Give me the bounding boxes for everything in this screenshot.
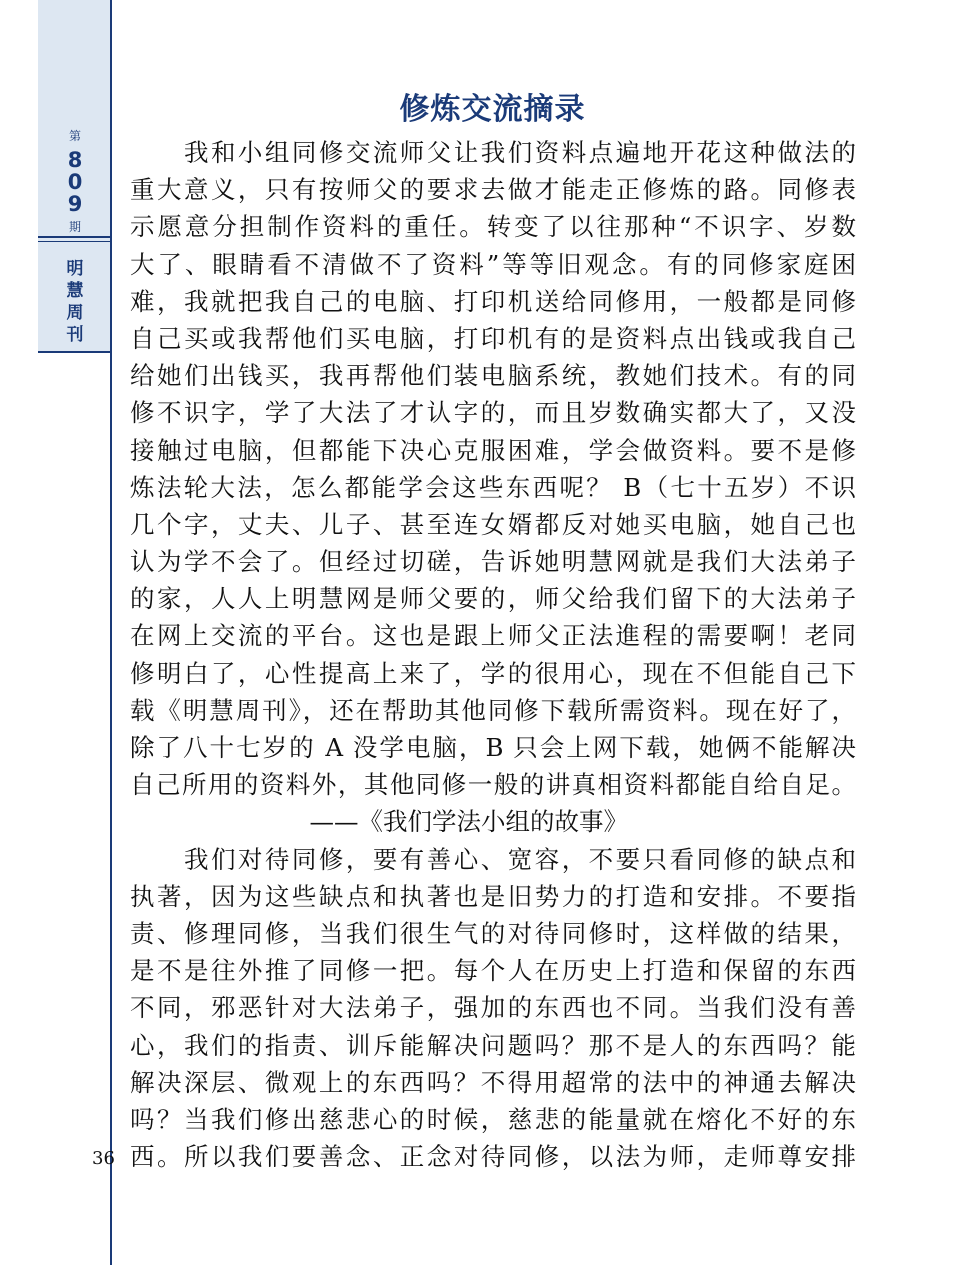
text-line: 炼法轮大法，怎么都能学会这些东西呢？ B（七十五岁）不识 bbox=[130, 472, 856, 502]
magazine-name-char: 刊 bbox=[66, 325, 84, 345]
text-line: 吗？当我们修出慈悲心的时候，慈悲的能量就在熔化不好的东 bbox=[130, 1104, 856, 1134]
text-line: 是不是往外推了同修一把。每个人在历史上打造和保留的东西 bbox=[130, 956, 856, 986]
page-number: 36 bbox=[92, 1148, 115, 1169]
text-line: 西。所以我们要善念、正念对待同修，以法为师，走师尊安排 bbox=[130, 1142, 856, 1172]
issue-side-tab bbox=[38, 0, 112, 353]
magazine-name-char: 慧 bbox=[66, 281, 84, 301]
article-body bbox=[130, 134, 856, 1175]
text-line: 修不识字，学了大法了才认字的，而且岁数确实都大了，又没 bbox=[130, 398, 856, 428]
text-line: 认为学不会了。但经过切磋，告诉她明慧网就是我们大法弟子 bbox=[130, 547, 856, 577]
text-line: 修明白了，心性提高上来了，学的很用心，现在不但能自己下 bbox=[130, 658, 856, 688]
magazine-name-char: 周 bbox=[66, 303, 84, 323]
text-line: 载《明慧周刊》，还在帮助其他同修下载所需资料。现在好了， bbox=[130, 695, 856, 725]
text-line: 难，我就把我自己的电脑、打印机送给同修用，一般都是同修 bbox=[130, 286, 856, 316]
issue-digit: 0 bbox=[67, 170, 83, 194]
text-line: 心，我们的指责、训斥能解决问题吗？那不是人的东西吗？能 bbox=[130, 1030, 856, 1060]
issue-digit: 9 bbox=[67, 192, 83, 216]
magazine-name-char: 明 bbox=[66, 259, 84, 279]
text-line: 不同，邪恶针对大法弟子，强加的东西也不同。当我们没有善 bbox=[130, 993, 856, 1023]
issue-digit: 8 bbox=[67, 148, 83, 172]
issue-suffix: 期 bbox=[68, 220, 81, 234]
text-line: 重大意义，只有按师父的要求去做才能走正修炼的路。同修表 bbox=[130, 175, 856, 205]
source-attribution: ——《我们学法小组的故事》 bbox=[309, 807, 628, 837]
text-line: 自己所用的资料外，其他同修一般的讲真相资料都能自给自足。 bbox=[130, 770, 856, 800]
tab-divider bbox=[38, 236, 110, 238]
text-line: 几个字，丈夫、儿子、甚至连女婿都反对她买电脑，她自己也 bbox=[130, 509, 856, 539]
text-line: 大了、眼睛看不清做不了资料”等等旧观念。有的同修家庭困 bbox=[130, 249, 856, 279]
tab-divider bbox=[38, 241, 110, 242]
text-line: 的家，人人上明慧网是师父要的，师父给我们留下的大法弟子 bbox=[130, 584, 856, 614]
text-line: 解决深层、微观上的东西吗？不得用超常的法中的神通去解决 bbox=[130, 1067, 856, 1097]
text-line: 接触过电脑，但都能下决心克服困难，学会做资料。要不是修 bbox=[130, 435, 856, 465]
text-line: 在网上交流的平台。这也是跟上师父正法進程的需要啊！老同 bbox=[130, 621, 856, 651]
margin-rule bbox=[110, 353, 112, 1265]
text-line: 自己买或我帮他们买电脑，打印机有的是资料点出钱或我自己 bbox=[130, 323, 856, 353]
text-line: 责、修理同修，当我们很生气的对待同修时，这样做的结果， bbox=[130, 918, 856, 948]
text-line: 示愿意分担制作资料的重任。转变了以往那种“不识字、岁数 bbox=[130, 212, 856, 242]
page-title: 修炼交流摘录 bbox=[399, 92, 586, 127]
text-line: 执著，因为这些缺点和执著也是旧势力的打造和安排。不要指 bbox=[130, 881, 856, 911]
text-line: 我们对待同修，要有善心、宽容，不要只看同修的缺点和 bbox=[130, 844, 856, 874]
text-line: 给她们出钱买，我再帮他们装电脑系统，教她们技术。有的同 bbox=[130, 361, 856, 391]
text-line: 除了八十七岁的 A 没学电脑，B 只会上网下载，她俩不能解决 bbox=[130, 733, 856, 762]
issue-prefix: 第 bbox=[68, 129, 81, 143]
text-line: 我和小组同修交流师父让我们资料点遍地开花这种做法的 bbox=[130, 138, 856, 167]
